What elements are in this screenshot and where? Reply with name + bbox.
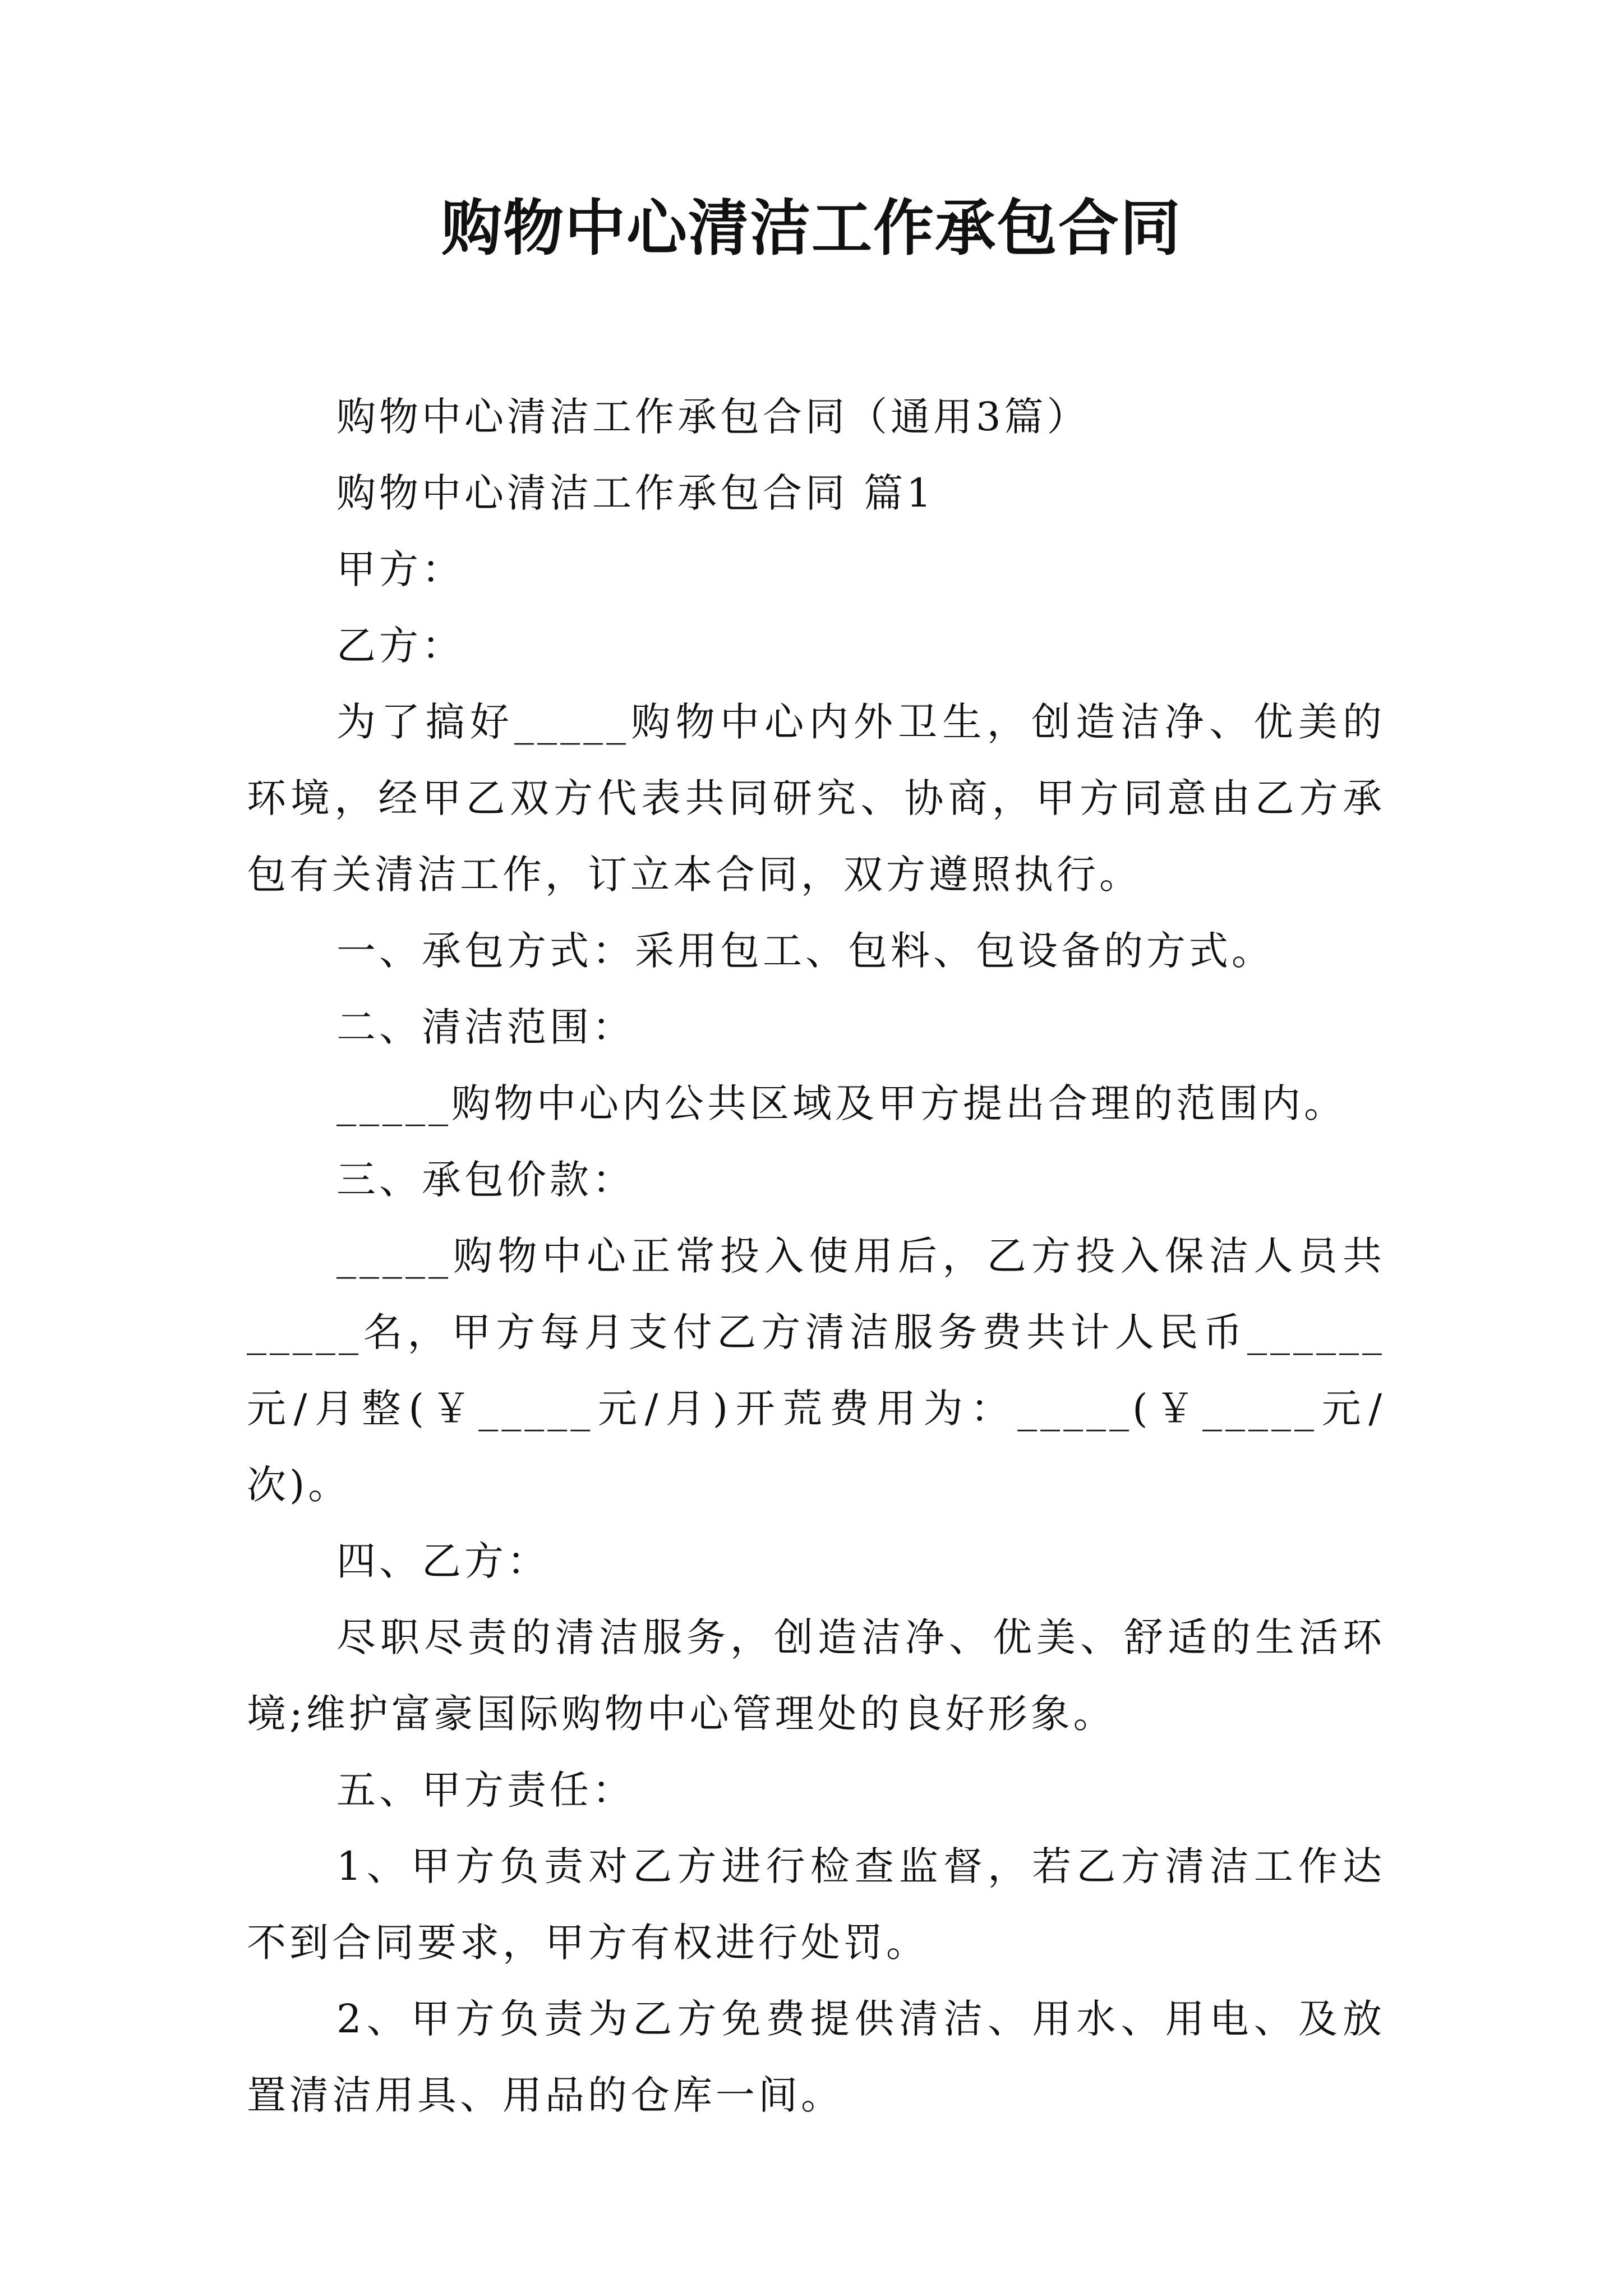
clause-paragraph: _____购物中心内公共区域及甲方提出合理的范围内。 <box>336 1080 1347 1126</box>
clause-paragraph: _____购物中心正常投入使用后，乙方投入保洁人员共_____名，甲方每月支付乙方清洁服务费共计人民币______元/月整(￥_____元/月)开荒费用为：_____(￥_____元/次)。 <box>247 1233 1385 1508</box>
clause-heading: 四、乙方： <box>336 1538 550 1584</box>
clause-item: 2、甲方负责为乙方免费提供清洁、用水、用电、及放置清洁用具、用品的仓库一间。 <box>247 1996 1385 2118</box>
clause-heading: 二、清洁范围： <box>336 1004 635 1050</box>
clause-paragraph: 尽职尽责的清洁服务，创造洁净、优美、舒适的生活环境;维护富豪国际购物中心管理处的良好形象。 <box>247 1614 1385 1737</box>
document-title: 购物中心清洁工作承包合同 <box>441 194 1182 264</box>
section-heading: 购物中心清洁工作承包合同 篇1 <box>336 470 935 516</box>
party-b-line: 乙方： <box>336 623 464 669</box>
clause-heading: 五、甲方责任： <box>336 1767 635 1813</box>
intro-paragraph: 为了搞好_____购物中心内外卫生，创造洁净、优美的环境，经甲乙双方代表共同研究、协商，甲方同意由乙方承包有关清洁工作，订立本合同，双方遵照执行。 <box>247 699 1385 898</box>
document-body <box>247 379 1385 2133</box>
subtitle-paragraph: 购物中心清洁工作承包合同（通用3篇） <box>336 394 1090 440</box>
clause-heading: 一、承包方式：采用包工、包料、包设备的方式。 <box>336 928 1274 974</box>
clause-item: 1、甲方负责对乙方进行检查监督，若乙方清洁工作达不到合同要求，甲方有权进行处罚。 <box>247 1843 1385 1966</box>
party-a-line: 甲方： <box>336 546 464 592</box>
clause-heading: 三、承包价款： <box>336 1157 635 1203</box>
